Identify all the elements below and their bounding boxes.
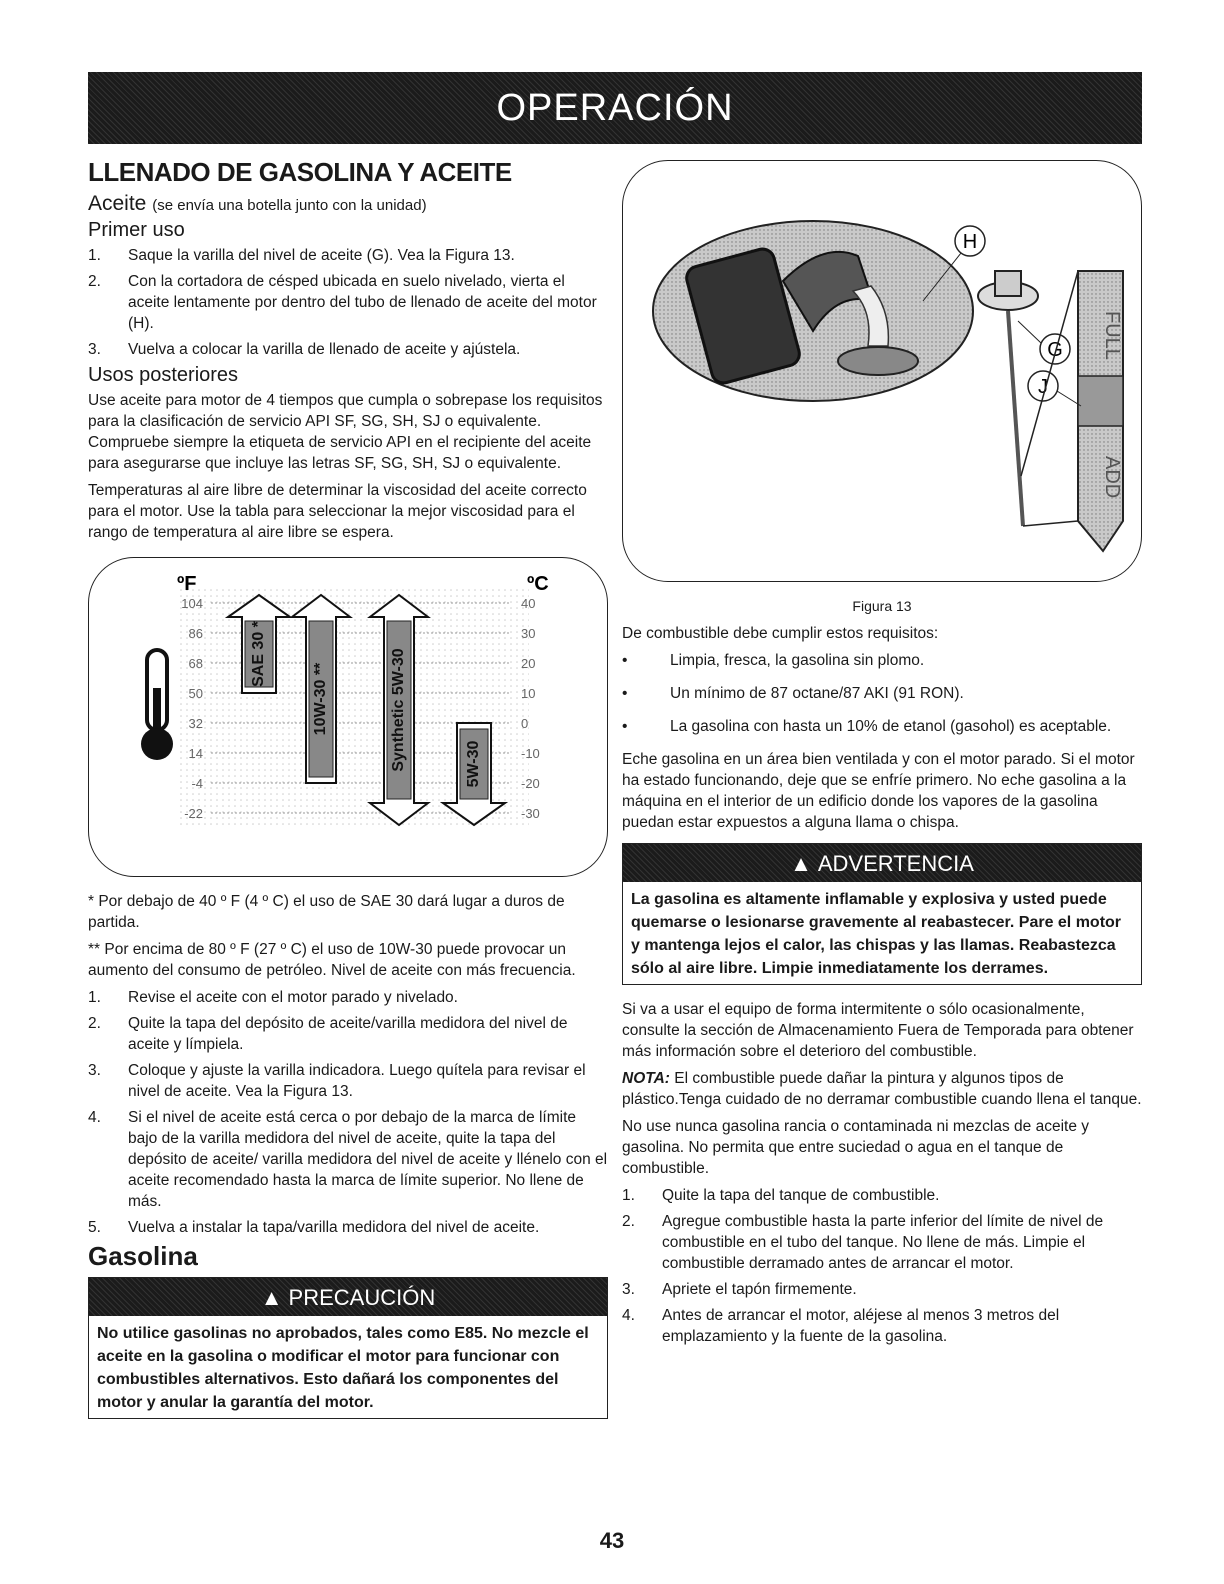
oil-viscosity-chart xyxy=(88,557,608,877)
list-item: • Un mínimo de 87 octane/87 AKI (91 RON). xyxy=(622,685,964,702)
svg-text:H: H xyxy=(962,231,978,253)
check-oil-steps xyxy=(88,987,608,1238)
full-mark: FULL xyxy=(1101,311,1123,360)
list-item: 2. Quite la tapa del depósito de aceite/varilla medidora del nivel de aceite y límpiela. xyxy=(88,1015,568,1053)
list-item: 1. Revise el aceite con el motor parado y nivelado. xyxy=(88,989,458,1006)
page-number: 43 xyxy=(599,1528,625,1553)
list-item: 3. Coloque y ajuste la varilla indicadora. Luego quítela para revisar el nivel de aceite. Vea la Figura 13. xyxy=(88,1062,586,1100)
warning-triangle-icon: ▲ xyxy=(260,1284,283,1310)
list-item: 1. Quite la tapa del tanque de combustible. xyxy=(622,1187,940,1204)
thermometer-icon xyxy=(141,650,173,760)
oil-fill-tube xyxy=(838,347,918,375)
c-tick-label: 0 xyxy=(521,716,529,731)
viscosity-chart-svg xyxy=(89,558,609,878)
svg-text:G: G xyxy=(1047,339,1063,361)
warning-title: ADVERTENCIA xyxy=(817,850,974,876)
fuel-requirements-list xyxy=(622,650,1142,737)
caution-box xyxy=(88,1277,608,1419)
storage-paragraph: Si va a usar el equipo de forma intermitente o sólo ocasionalmente, consulte la sección de Almacenamiento Fuera de Temporada para obtener más información sobre el deterioro del combustible. xyxy=(622,1001,1134,1060)
stale-fuel-paragraph: No use nunca gasolina rancia o contaminada ni mezclas de aceite y gasolina. No permita que entre suciedad o agua en el tanque de combustible. xyxy=(622,1118,1089,1177)
nota-label: NOTA: xyxy=(622,1070,670,1087)
series-label: 5W-30 xyxy=(465,740,483,788)
f-tick-label: 32 xyxy=(188,716,203,731)
gasoline-heading: Gasolina xyxy=(88,1241,198,1271)
warning-triangle-icon: ▲ xyxy=(790,850,812,876)
list-item: 4. Antes de arrancar el motor, aléjese al menos 3 metros del emplazamiento y la fuente de la gasolina. xyxy=(622,1307,1060,1345)
warning-header xyxy=(623,844,1141,882)
nota-text: El combustible puede dañar la pintura y algunos tipos de plástico.Tenga cuidado de no derramar combustible cuando llena el tanque. xyxy=(622,1070,1142,1108)
figure-13 xyxy=(622,160,1142,582)
warning-box xyxy=(622,843,1142,985)
oil-heading-note: (se envía una botella junto con la unidad) xyxy=(152,197,427,214)
f-tick-label: 14 xyxy=(188,746,203,761)
dipstick-illustration xyxy=(623,161,1142,582)
caution-header xyxy=(89,1278,607,1316)
list-item: 1. Saque la varilla del nivel de aceite (G). Vea la Figura 13. xyxy=(88,247,515,264)
dipstick-rod xyxy=(1008,311,1023,526)
dipstick-crosshatch xyxy=(1078,376,1123,426)
right-column xyxy=(622,160,1142,1352)
f-tick-label: 50 xyxy=(188,686,203,701)
fahrenheit-unit: ºF xyxy=(177,573,197,595)
fuel-requirements-intro: De combustible debe cumplir estos requisitos: xyxy=(622,625,939,642)
later-uses-paragraph-1: Use aceite para motor de 4 tiempos que cumpla o sobrepase los requisitos para la clasificación de servicio API SF, SG, SH, SJ o equivalente. Compruebe siempre la etiqueta de servicio API en el recipiente del aceite para asegurarse que incluye las letras SF, SG, SH, SJ o equivalente. xyxy=(88,392,603,472)
c-tick-label: 30 xyxy=(521,626,536,641)
later-uses-heading: Usos posteriores xyxy=(88,364,239,386)
list-item: 2. Agregue combustible hasta la parte inferior del límite de nivel de combustible en el tubo del tanque. No llene de más. Limpie el combustible derramado antes de arrancar el motor. xyxy=(622,1213,1104,1272)
c-tick-label: -30 xyxy=(521,806,540,821)
later-uses-paragraph-2: Temperaturas al aire libre de determinar la viscosidad del aceite correcto para el motor. Use la tabla para seleccionar la mejor viscosidad para el rango de temperatura al aire libre se espera. xyxy=(88,482,587,541)
f-tick-label: 68 xyxy=(188,656,203,671)
list-item: 4. Si el nivel de aceite está cerca o por debajo de la marca de límite bajo de la varilla medidora del nivel de aceite, quite la tapa del depósito de aceite/ varilla medidora del nivel de aceite y llénelo con el aceite recomendado hasta la marca de límite superior. No llene de más. xyxy=(88,1109,608,1210)
section-banner xyxy=(88,72,1142,144)
main-heading: LLENADO DE GASOLINA Y ACEITE xyxy=(88,157,512,187)
caution-title: PRECAUCIÓN xyxy=(288,1284,436,1310)
list-item: 3. Apriete el tapón firmemente. xyxy=(622,1281,857,1298)
footnote-1: * Por debajo de 40 º F (4 º C) el uso de SAE 30 dará lugar a duros de partida. xyxy=(88,893,565,931)
left-column xyxy=(88,157,608,1433)
list-item: • Limpia, fresca, la gasolina sin plomo. xyxy=(622,652,925,669)
oil-heading xyxy=(88,193,608,216)
series-label: 10W-30 ** xyxy=(312,662,330,736)
series-label: SAE 30 * xyxy=(250,621,268,687)
figure-caption: Figura 13 xyxy=(852,598,912,614)
footnote-2: ** Por encima de 80 º F (27 º C) el uso de 10W-30 puede provocar un aumento del consumo de petróleo. Nivel de aceite con más frecuencia. xyxy=(88,941,576,979)
c-tick-label: 20 xyxy=(521,656,536,671)
nota-paragraph xyxy=(622,1068,1142,1110)
f-tick-label: 86 xyxy=(188,626,203,641)
c-tick-label: -20 xyxy=(521,776,540,791)
series-label: Synthetic 5W-30 xyxy=(390,648,408,772)
list-item: 3. Vuelva a colocar la varilla de llenado de aceite y ajústela. xyxy=(88,341,521,358)
c-tick-label: -10 xyxy=(521,746,540,761)
c-tick-label: 40 xyxy=(521,596,536,611)
fuel-paragraph: Eche gasolina en un área bien ventilada y con el motor parado. Si el motor ha estado funcionando, deje que se enfríe primero. No eche gasolina a la máquina en el interior de un edificio donde los vapores de la gasolina puedan estar expuestos a alguna llama o chispa. xyxy=(622,751,1135,831)
first-use-heading: Primer uso xyxy=(88,219,185,241)
list-item: 5. Vuelva a instalar la tapa/varilla medidora del nivel de aceite. xyxy=(88,1219,540,1236)
oil-heading-text: Aceite xyxy=(88,192,147,215)
f-tick-label: -4 xyxy=(191,776,203,791)
add-mark: ADD xyxy=(1101,456,1123,499)
celsius-unit: ºC xyxy=(527,573,549,595)
caution-text: No utilice gasolinas no aprobados, tales como E85. No mezcle el aceite en la gasolina o modificar el motor para funcionar con combustibles alternativos. Esto dañará los componentes del motor y anular la garantía del motor. xyxy=(97,1325,589,1411)
f-tick-label: 104 xyxy=(181,596,203,611)
warning-text: La gasolina es altamente inflamable y explosiva y usted puede quemarse o lesionarse gravemente al reabastecer. Pare el motor y mantenga lejos el calor, las chispas y las llamas. Reabastezca sólo al aire libre. Limpie inmediatamente los derrames. xyxy=(631,891,1122,977)
list-item: • La gasolina con hasta un 10% de etanol (gasohol) es aceptable. xyxy=(622,718,1112,735)
f-tick-label: -22 xyxy=(184,806,203,821)
list-item: 2. Con la cortadora de césped ubicada en suelo nivelado, vierta el aceite lentamente por dentro del tubo de llenado de aceite del motor (H). xyxy=(88,273,597,332)
c-tick-label: 10 xyxy=(521,686,536,701)
first-use-steps xyxy=(88,245,608,360)
fill-fuel-steps xyxy=(622,1185,1142,1347)
svg-text:J: J xyxy=(1038,376,1048,398)
section-title: OPERACIÓN xyxy=(496,86,734,129)
